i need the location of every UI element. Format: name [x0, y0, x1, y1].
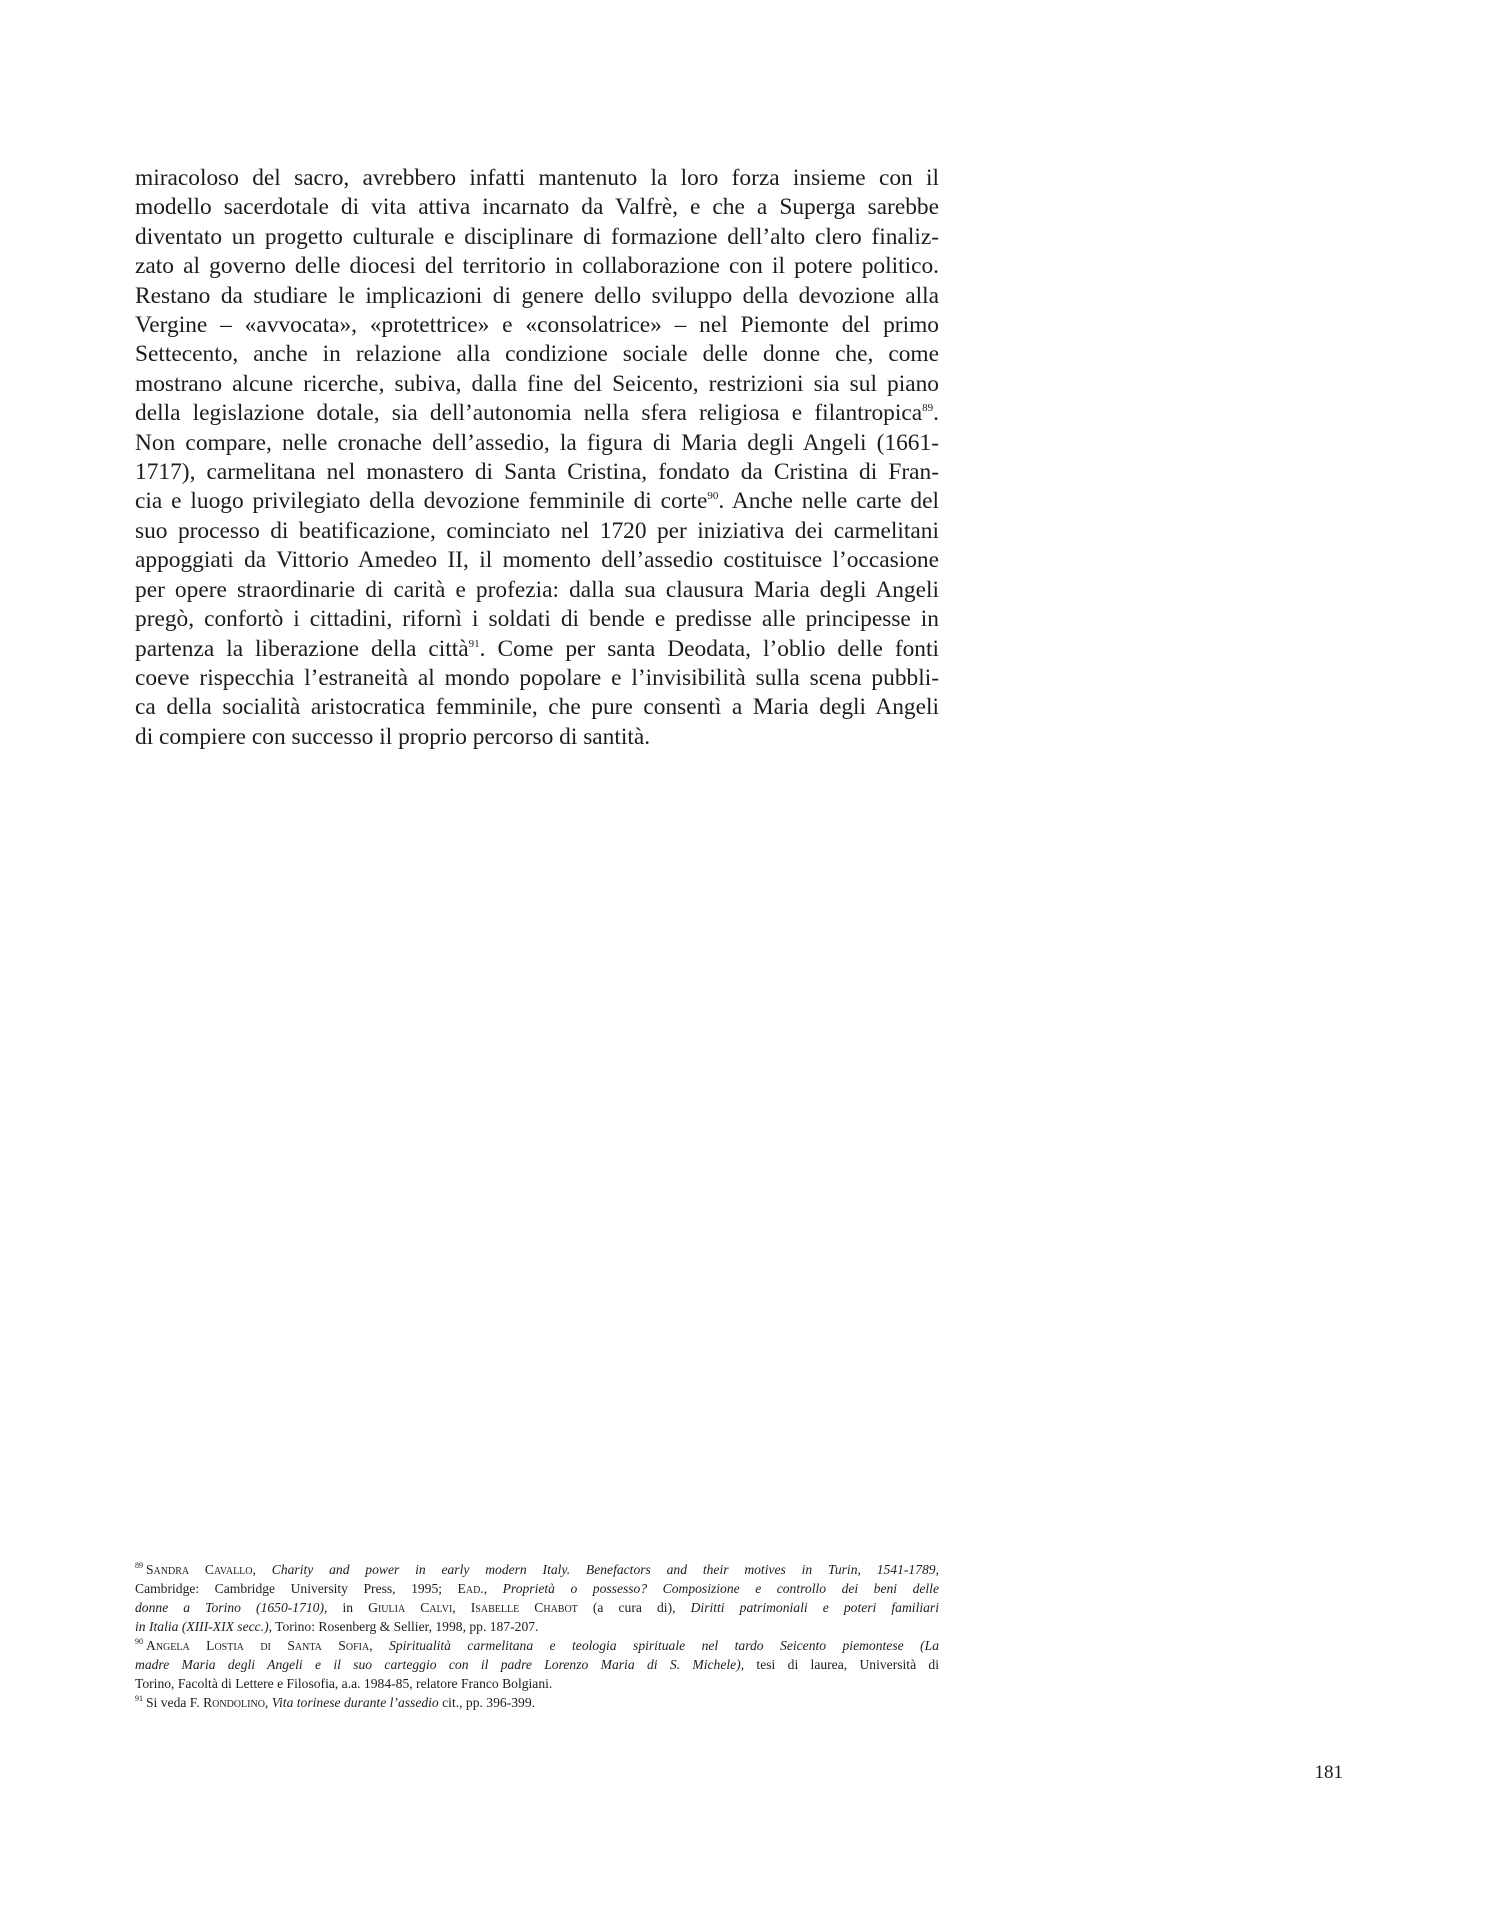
text-line: pregò, confortò i cittadini, rifornì i soldati di bende e predisse alle principesse in [135, 606, 939, 633]
publication-info: , tesi di laurea, Università di [740, 1657, 940, 1672]
footnote-number: 91 [135, 1694, 143, 1704]
text-segment: . Anche nelle carte del [718, 488, 939, 515]
publication-info: cit., pp. 396-399. [438, 1695, 536, 1710]
text-line: diventato un progetto culturale e disciplinare di formazione dell’alto clero finaliz- [135, 223, 939, 250]
footnote-ref-89[interactable]: 89 [922, 402, 934, 415]
publication-info: , Torino: Rosenberg & Sellier, 1998, pp. 187-207. [268, 1619, 539, 1634]
main-text-block [135, 164, 939, 752]
work-title: Vita torinese durante l’assedio [271, 1695, 439, 1710]
footnote-90 [135, 1636, 939, 1693]
text-line: mostrano alcune ricerche, subiva, dalla fine del Seicento, restrizioni sia sul piano [135, 370, 939, 397]
text-line: suo processo di beatificazione, cominciato nel 1720 per iniziativa dei carmelitani [135, 517, 939, 544]
footnote-line [135, 1693, 939, 1712]
work-title: Diritti patrimoniali e poteri familiari [690, 1600, 939, 1615]
separator: , in [324, 1600, 369, 1615]
work-title: Charity and power in early modern Italy. Benefactors and their motives in Turin, 1541-1789 [271, 1562, 936, 1577]
text-line: Vergine – «avvocata», «protettrice» e «consolatrice» – nel Piemonte del primo [135, 312, 939, 339]
text-segment: della legislazione dotale, sia dell’autonomia nella sfera religiosa e filantropica [135, 400, 923, 427]
text-line: ca della socialità aristocratica femminile, che pure consentì a Maria degli Angeli [135, 694, 939, 721]
separator: , [264, 1695, 272, 1710]
author-name: Isabelle Chabot [470, 1600, 578, 1615]
author-name: Rondolino [203, 1695, 265, 1710]
footnote-line [135, 1617, 939, 1636]
text-segment: cia e luogo privilegiato della devozione femminile di corte [135, 488, 708, 515]
author-name: Giulia Calvi [368, 1600, 453, 1615]
work-title: Spiritualità carmelitana e teologia spirituale nel tardo Seicento piemontese (La [389, 1638, 939, 1653]
text-line: appoggiati da Vittorio Amedeo II, il momento dell’assedio costituisce l’occasione [135, 547, 939, 574]
text-segment: . Come per santa Deodata, l’oblio delle fonti [479, 635, 939, 662]
footnote-91 [135, 1693, 939, 1712]
footnote-line [135, 1579, 939, 1598]
text-line: di compiere con successo il proprio percorso di santità. [135, 723, 651, 750]
footnote-line [135, 1598, 939, 1617]
text-line [135, 487, 939, 516]
text-segment: . [933, 400, 939, 427]
footnote-89 [135, 1560, 939, 1636]
footnote-number: 89 [135, 1561, 143, 1571]
separator: , [369, 1638, 390, 1653]
separator: , [935, 1562, 940, 1577]
text-line: miracoloso del sacro, avrebbero infatti mantenuto la loro forza insieme con il [135, 165, 939, 191]
editor-note: (a cura di), [577, 1600, 691, 1615]
footnote-number: 90 [135, 1637, 143, 1647]
separator: , [483, 1581, 503, 1596]
footnote-line: Torino, Facoltà di Lettere e Filosofia, a.a. 1984-85, relatore Franco Bolgiani. [135, 1676, 553, 1691]
separator: , [452, 1600, 471, 1615]
text-line: coeve rispecchia l’estraneità al mondo popolare e l’invisibilità sulla scena pubbli- [135, 664, 939, 691]
text-line: zato al governo delle diocesi del territorio in collaborazione con il potere politico. [135, 253, 939, 280]
text-line: per opere straordinarie di carità e profezia: dalla sua clausura Maria degli Angeli [135, 576, 939, 603]
work-title: donne a Torino (1650-1710) [135, 1600, 324, 1615]
publication-info: Cambridge: Cambridge University Press, 1995; [135, 1581, 458, 1596]
text-line: Settecento, anche in relazione alla condizione sociale delle donne che, come [135, 341, 939, 368]
footnote-line [135, 1655, 939, 1674]
footnote-ref-90[interactable]: 90 [707, 490, 719, 503]
text-segment: partenza la liberazione della città [135, 635, 469, 662]
work-title: in Italia (XIII-XIX secc.) [135, 1619, 269, 1634]
author-name: Sandra Cavallo [146, 1562, 253, 1577]
work-title: Proprietà o possesso? Composizione e controllo dei beni delle [502, 1581, 939, 1596]
text-line: 1717), carmelitana nel monastero di Santa Cristina, fondato da Cristina di Fran- [135, 459, 939, 486]
footnote-text: Si veda F. [146, 1695, 204, 1710]
page-number: 181 [1314, 1762, 1343, 1783]
author-name: Angela Lostia di Santa Sofia [146, 1638, 370, 1653]
author-name: Ead. [457, 1581, 484, 1596]
footnotes-section [135, 1560, 939, 1712]
work-title: madre Maria degli Angeli e il suo carteggio con il padre Lorenzo Maria di S. Michele) [135, 1657, 741, 1672]
text-line [135, 399, 939, 428]
footnote-line [135, 1636, 939, 1655]
footnote-ref-91[interactable]: 91 [468, 637, 480, 650]
separator: , [252, 1562, 272, 1577]
text-line: modello sacerdotale di vita attiva incarnato da Valfrè, e che a Superga sarebbe [135, 194, 939, 221]
text-line: Non compare, nelle cronache dell’assedio, la figura di Maria degli Angeli (1661- [135, 429, 939, 456]
text-line: Restano da studiare le implicazioni di genere dello sviluppo della devozione alla [135, 282, 939, 309]
text-line [135, 635, 939, 664]
footnote-line [135, 1560, 939, 1579]
